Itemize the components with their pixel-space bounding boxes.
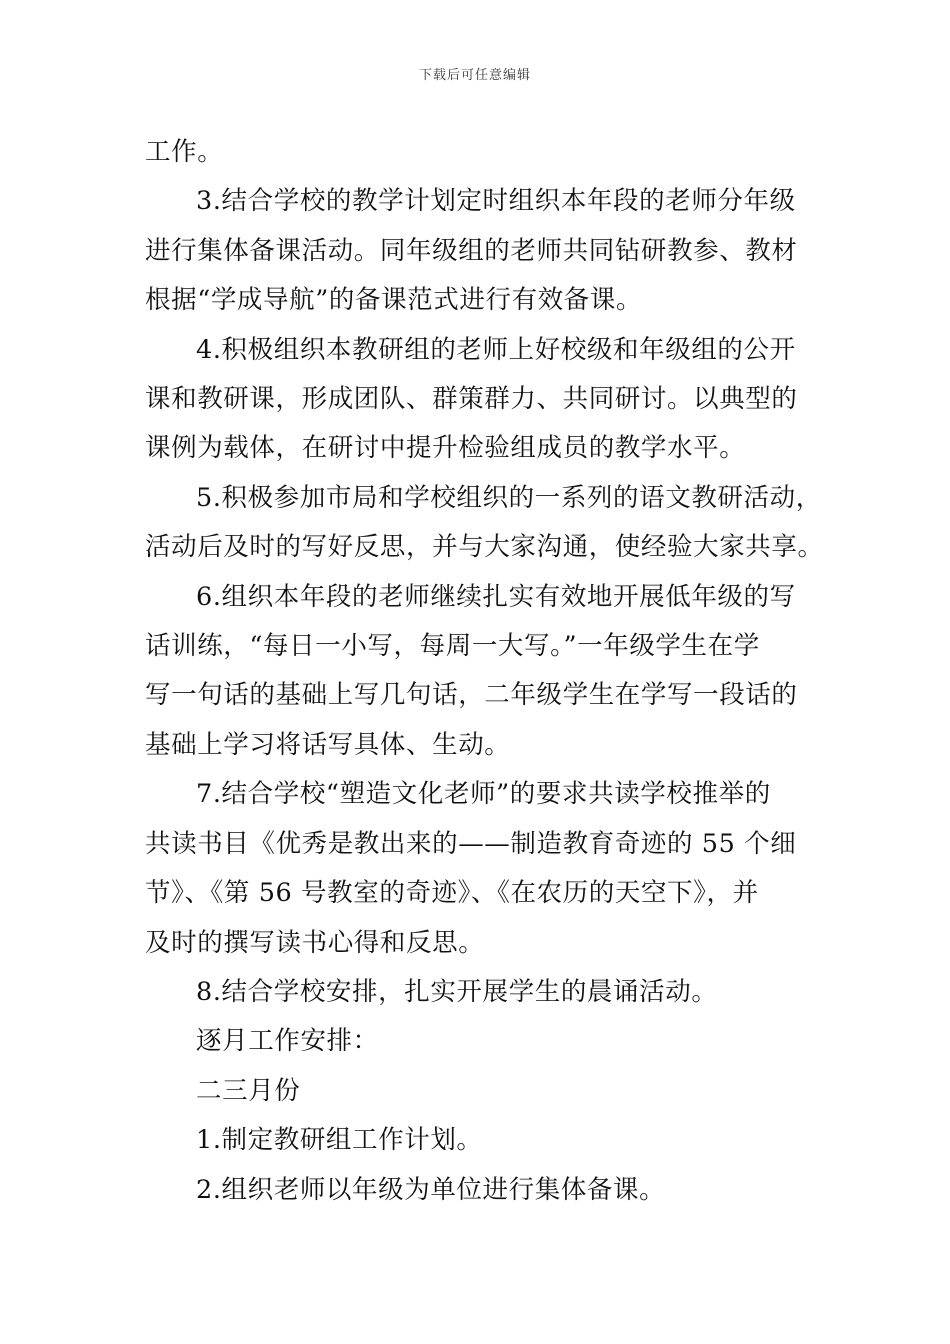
text-line: 1.制定教研组工作计划。 [196,1125,483,1156]
text-line: 5.积极参加市局和学校组织的一系列的语文教研活动， [196,482,822,513]
text-line: 工作。 [145,137,224,167]
text-line: 课和教研课，形成团队、群策群力、共同研讨。以典型的 [145,384,798,415]
text-line: 7.结合学校“塑造文化老师”的要求共读学校推举的 [196,779,771,810]
text-line: 6.组织本年段的老师继续扎实有效地开展低年级的写 [196,581,796,612]
document-body [145,128,825,1215]
text-line: 及时的撰写读书心得和反思。 [145,927,485,958]
text-line: 基础上学习将话写具体、生动。 [145,729,511,760]
text-line: 4.积极组织本教研组的老师上好校级和年级组的公开 [196,334,796,365]
text-line: 进行集体备课活动。同年级组的老师共同钻研教参、教材 [145,235,798,266]
text-line: 活动后及时的写好反思，并与大家沟通，使经验大家共享。 [145,532,824,563]
page-header: 下载后可任意编辑 [418,68,531,83]
text-line: 2.组织老师以年级为单位进行集体备课。 [196,1174,666,1205]
text-line: 写一句话的基础上写几句话，二年级学生在学写一段话的 [145,680,798,711]
text-line: 课例为载体，在研讨中提升检验组成员的教学水平。 [145,433,746,464]
text-line: 话训练，“每日一小写，每周一大写。”一年级学生在学 [145,631,760,662]
text-line: 8.结合学校安排，扎实开展学生的晨诵活动。 [196,976,718,1007]
text-line: 节》、《第 56 号教室的奇迹》、《在农历的天空下》，并 [145,878,759,909]
text-line: 二三月份 [196,1075,301,1106]
text-line: 共读书目《优秀是教出来的——制造教育奇迹的 55 个细 [145,828,797,859]
text-line: 根据“学成导航”的备课范式进行有效备课。 [145,285,643,316]
text-line: 逐月工作安排： [196,1026,379,1057]
text-line: 3.结合学校的教学计划定时组织本年段的老师分年级 [196,186,796,217]
